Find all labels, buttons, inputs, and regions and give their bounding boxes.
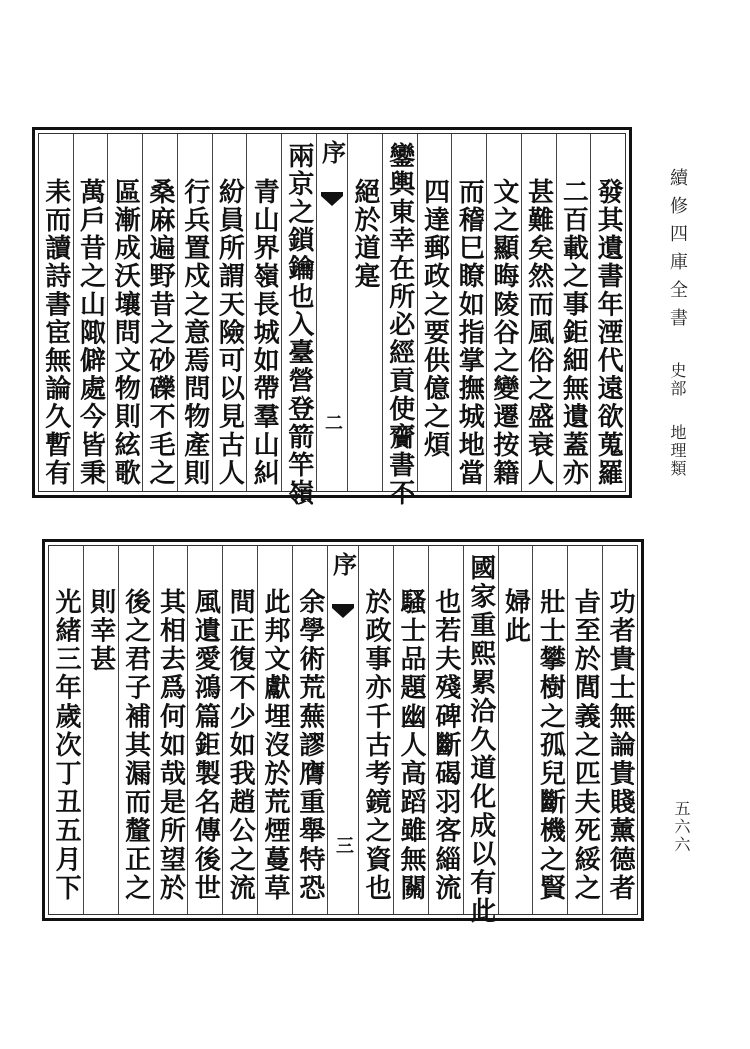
text-column: 四達郵政之要供億之煩 [417,134,452,491]
text-column: 而稽巳瞭如指掌撫城地當 [451,134,486,491]
text-column: 兩京之鎖鑰也入臺營登箭竿嶺 [281,134,316,491]
text-column: 間正復不少如我趙公之流 [222,546,257,914]
running-head [668,168,690,478]
text-column: 㫖至於閭義之匹夫死綏之 [567,546,602,914]
text-column: 則幸甚 [83,546,118,914]
leaf-number: 三 [333,836,355,854]
fishtail-mark-icon [332,608,354,618]
page-number: 五六六 [672,800,691,854]
fishtail-mark-icon [321,196,343,206]
text-column: 此邦文獻埋沒於荒煙蔓草 [257,546,292,914]
text-column: 後之君子補其漏而釐正之 [118,546,153,914]
text-column: 婦此 [498,546,533,914]
leaf-number: 二 [321,413,343,431]
text-column: 青山界嶺長城如帶羣山糾 [246,134,281,491]
center-fold-column [327,546,358,914]
text-column: 耒而讀詩書宦無論久暫有 [40,178,71,488]
text-column: 壯士攀樹之孤兒斷機之賢 [532,546,567,914]
text-column: 風遺愛鴻篇鉅製名傳後世 [187,546,222,914]
page-frame-bottom [42,539,644,926]
section-title: 史部 [668,362,687,398]
text-column: 也若夫殘碑斷碣羽客緇流 [428,546,463,914]
text-column: 於政事亦千古考鏡之資也 [358,546,393,914]
text-column: 光緒三年歲次丁丑五月下 [50,588,81,903]
text-column: 鑾輿東幸在所必經貢使齎書不 [382,134,417,491]
text-column: 文之顯晦陵谷之變遷按籍 [486,134,521,491]
text-column: 區漸成沃壤問文物則絃歌 [107,134,142,491]
text-column: 騷士品題幽人高蹈雖無關 [393,546,428,914]
page-frame-top [32,127,632,508]
text-columns [49,546,637,926]
section-label: 序 [328,552,358,576]
text-column: 國家重熙累洽久道化成以有此 [463,546,498,914]
center-fold-column [316,134,347,491]
text-column: 二百載之事鉅細無遺蓋亦 [556,134,591,491]
text-column: 萬戶昔之山陬僻處今皆秉 [73,134,108,491]
text-column: 桑麻遍野昔之砂礫不毛之 [142,134,177,491]
text-column: 功者貴士無論貴賤薰德者 [602,546,637,914]
text-column: 發其遺書年湮代遠欲蒐羅 [590,134,625,491]
text-column: 紛員所謂天險可以見古人 [212,134,247,491]
text-column: 絕於道寔 [347,134,382,491]
text-column: 甚難矣然而風俗之盛衰人 [521,134,556,491]
collection-title: 續修四庫全書 [667,168,688,336]
text-column: 其相去爲何如哉是所望於 [153,546,188,914]
text-columns [39,134,625,508]
category-title: 地理類 [668,424,687,478]
text-column: 余學術荒蕪謬膺重舉特恐 [292,546,327,914]
section-label: 序 [317,140,347,164]
text-column: 行兵置戍之意焉問物產則 [177,134,212,491]
